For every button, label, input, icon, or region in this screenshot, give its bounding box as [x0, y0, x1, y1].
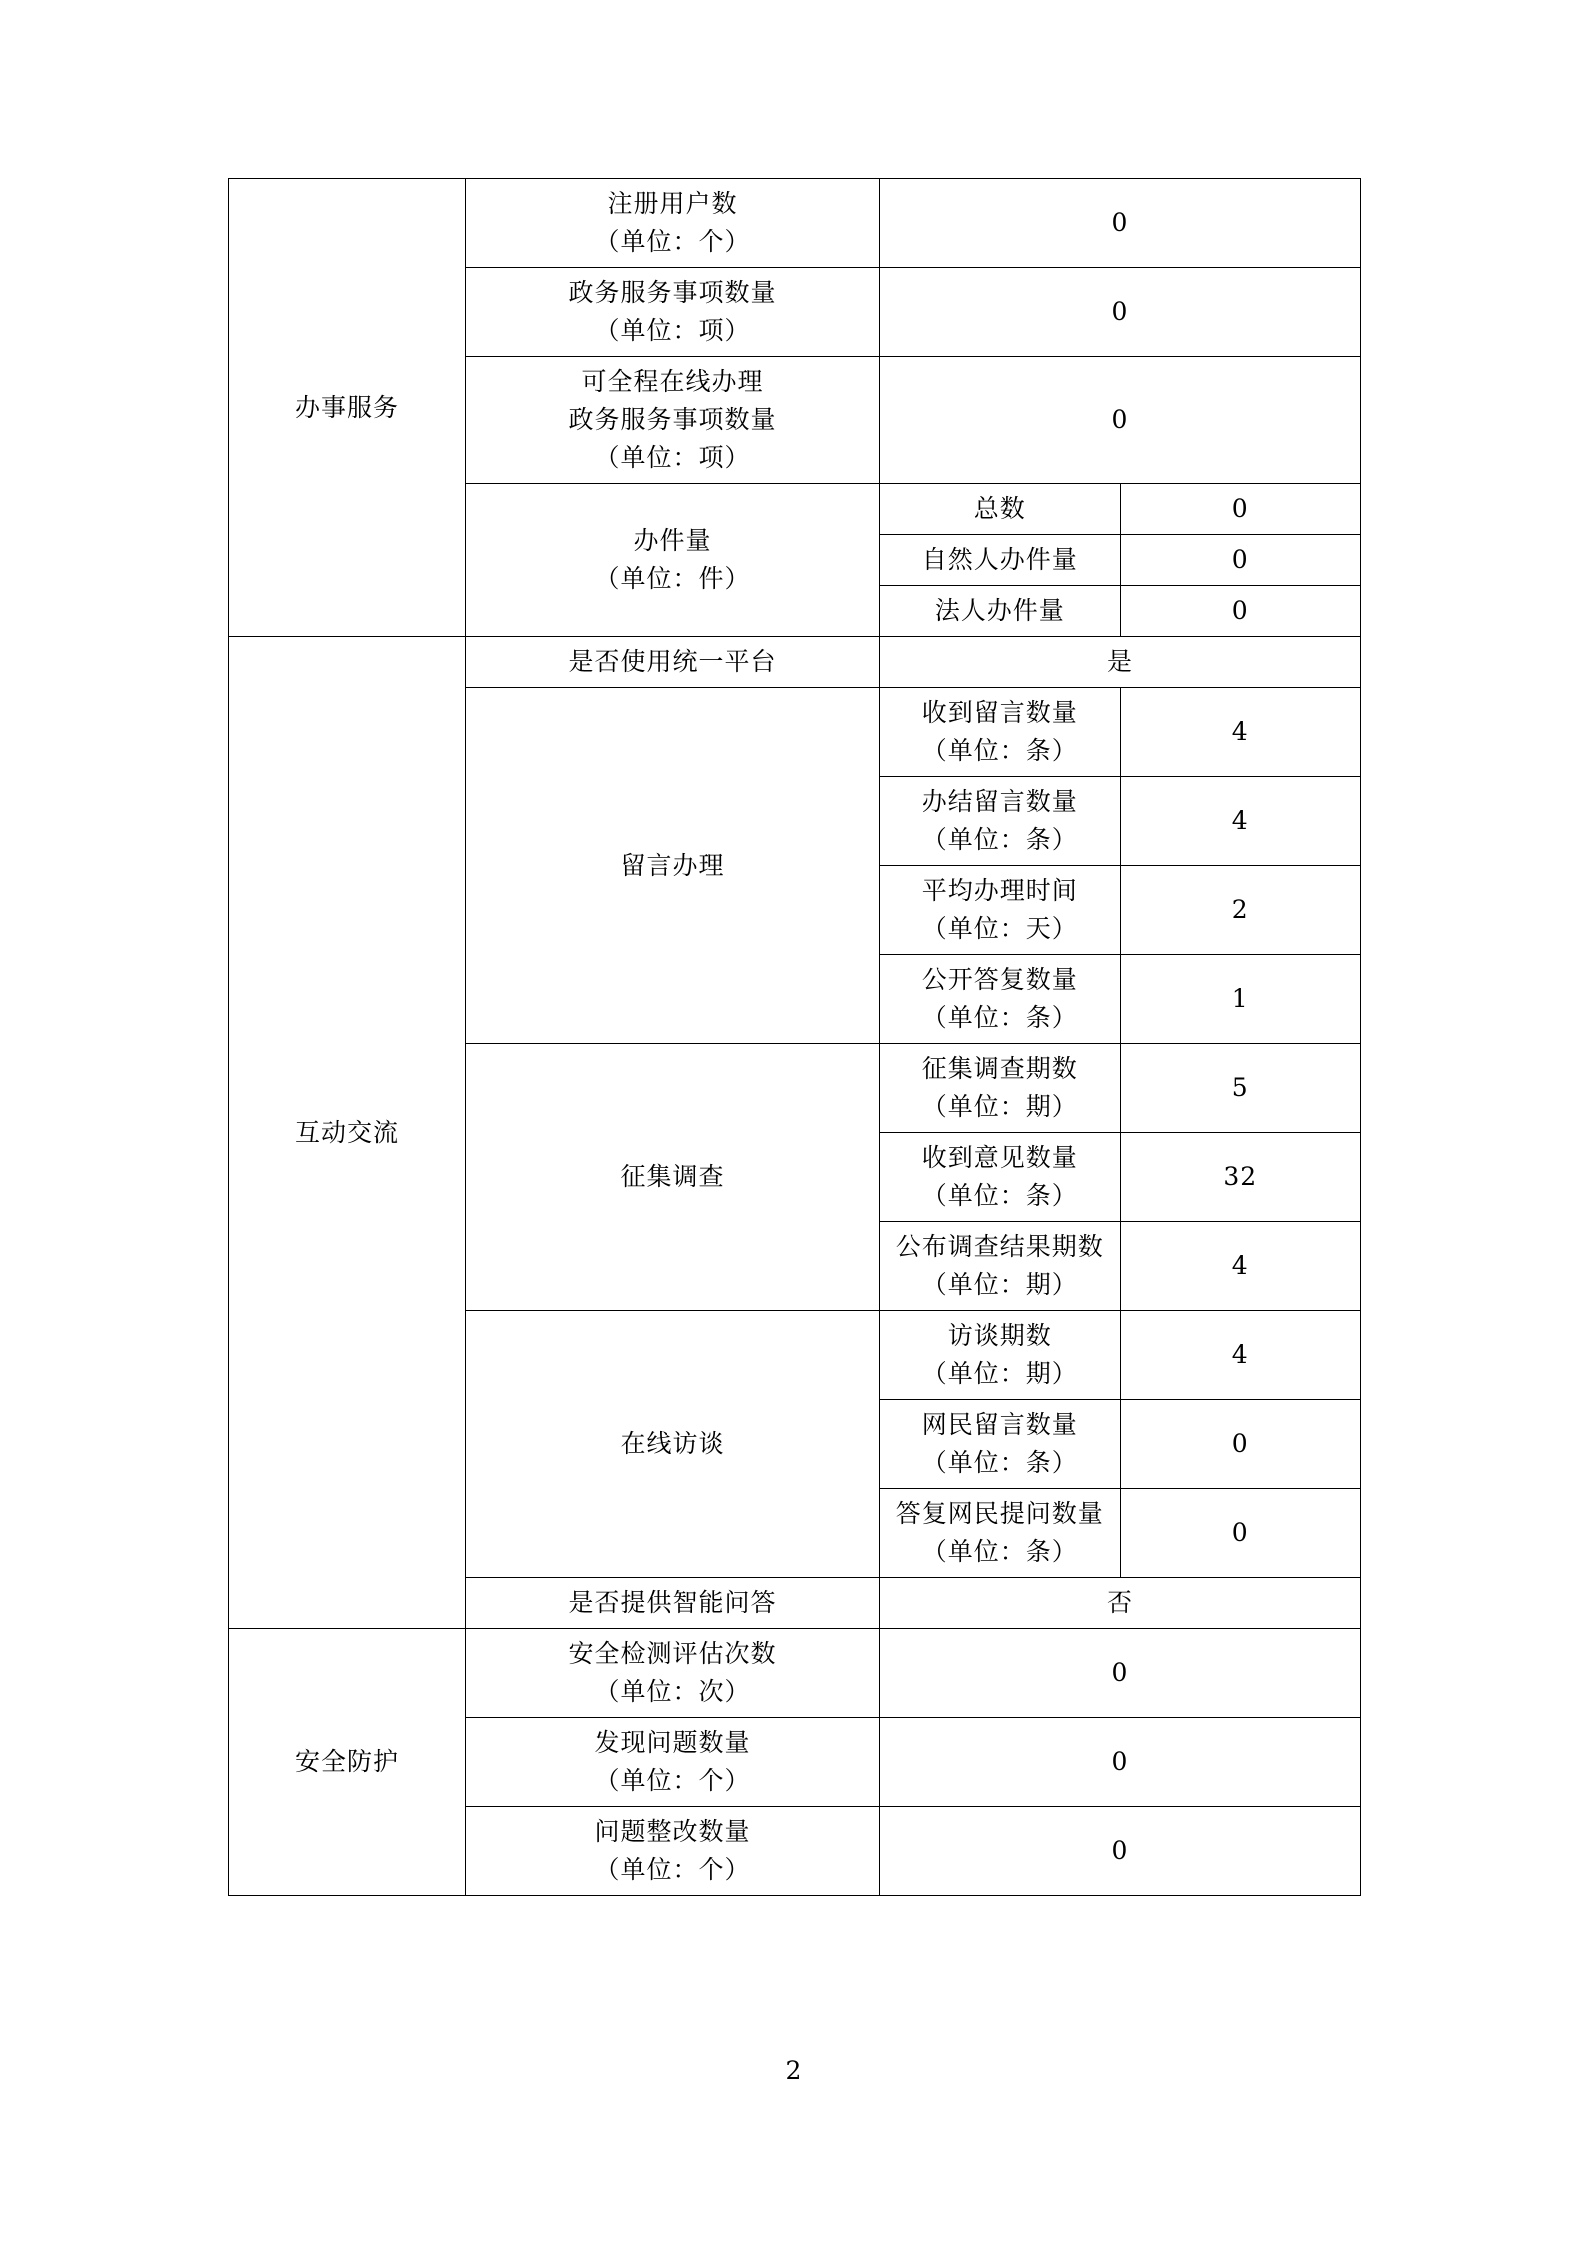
sub-line: 收到留言数量 — [921, 698, 1078, 727]
item-line: 安全检测评估次数 — [568, 1639, 777, 1668]
sub-line: 访谈期数 — [947, 1321, 1052, 1350]
sub-unit-line: （单位：天） — [921, 914, 1078, 943]
item-line: 发现问题数量 — [594, 1728, 751, 1757]
item-line: 可全程在线办理 — [581, 367, 764, 396]
sub-unit-line: （单位：条） — [921, 825, 1078, 854]
sub-label-messages-received — [880, 688, 1121, 777]
page-number: 2 — [785, 2056, 802, 2085]
value-cell-netizen-messages: 0 — [1120, 1400, 1361, 1489]
item-unit-line: （单位：项） — [594, 316, 751, 345]
table-row — [229, 179, 1361, 268]
value-cell-opinions-received: 32 — [1120, 1133, 1361, 1222]
value-cell-issues-found: 0 — [880, 1718, 1361, 1807]
item-cell-issues-rectified — [466, 1807, 880, 1896]
value-cell-registered-users: 0 — [880, 179, 1361, 268]
value-cell-security-assessments: 0 — [880, 1629, 1361, 1718]
sub-line: 答复网民提问数量 — [895, 1499, 1104, 1528]
value-cell-natural-person-cases: 0 — [1120, 535, 1361, 586]
value-cell-smart-qa: 否 — [880, 1578, 1361, 1629]
item-unit-line: （单位：次） — [594, 1677, 751, 1706]
sub-label-opinions-received — [880, 1133, 1121, 1222]
sub-label-legal-person-cases: 法人办件量 — [880, 586, 1121, 637]
category-cell-banshi-fuwu: 办事服务 — [229, 179, 466, 637]
item-line: 办件量 — [633, 526, 712, 555]
sub-line: 公布调查结果期数 — [895, 1232, 1104, 1261]
value-cell-messages-completed: 4 — [1120, 777, 1361, 866]
report-table-container — [228, 178, 1361, 1896]
item-cell-survey-collection — [466, 1044, 880, 1311]
value-cell-total-cases: 0 — [1120, 484, 1361, 535]
category-cell-hudong-jiaoliu: 互动交流 — [229, 637, 466, 1629]
government-website-report-table — [228, 178, 1361, 1896]
sub-label-natural-person-cases: 自然人办件量 — [880, 535, 1121, 586]
value-cell-service-items-count: 0 — [880, 268, 1361, 357]
sub-label-total-cases: 总数 — [880, 484, 1121, 535]
sub-unit-line: （单位：期） — [921, 1359, 1078, 1388]
value-cell-messages-received: 4 — [1120, 688, 1361, 777]
item-cell-smart-qa — [466, 1578, 880, 1629]
item-cell-online-interview — [466, 1311, 880, 1578]
item-cell-registered-users — [466, 179, 880, 268]
value-cell-public-replies: 1 — [1120, 955, 1361, 1044]
table-row — [229, 637, 1361, 688]
item-unit-line: （单位：个） — [594, 1766, 751, 1795]
item-unit-line: （单位：项） — [594, 443, 751, 472]
item-line: 留言办理 — [620, 850, 725, 880]
sub-line: 公开答复数量 — [921, 965, 1078, 994]
sub-unit-line: （单位：条） — [921, 1537, 1078, 1566]
sub-label-published-survey-results — [880, 1222, 1121, 1311]
sub-unit-line: （单位：条） — [921, 1181, 1078, 1210]
sub-unit-line: （单位：条） — [921, 736, 1078, 765]
item-cell-unified-platform — [466, 637, 880, 688]
item-line: 征集调查 — [620, 1162, 725, 1191]
item-cell-handled-cases — [466, 484, 880, 637]
item-line: 注册用户数 — [607, 189, 738, 218]
value-cell-legal-person-cases: 0 — [1120, 586, 1361, 637]
sub-line: 征集调查期数 — [921, 1054, 1078, 1083]
value-cell-fully-online-service-items: 0 — [880, 357, 1361, 484]
sub-line: 网民留言数量 — [921, 1410, 1078, 1439]
sub-unit-line: （单位：期） — [921, 1270, 1078, 1299]
category-cell-anquan-fanghu: 安全防护 — [229, 1629, 466, 1896]
value-cell-survey-periods: 5 — [1120, 1044, 1361, 1133]
sub-line: 平均办理时间 — [921, 876, 1078, 905]
item-cell-issues-found — [466, 1718, 880, 1807]
item-unit-line: （单位：个） — [594, 1855, 751, 1884]
sub-label-messages-completed — [880, 777, 1121, 866]
value-cell-average-handling-time: 2 — [1120, 866, 1361, 955]
value-cell-issues-rectified: 0 — [880, 1807, 1361, 1896]
sub-label-survey-periods — [880, 1044, 1121, 1133]
table-row — [229, 1629, 1361, 1718]
sub-unit-line: （单位：期） — [921, 1092, 1078, 1121]
sub-label-public-replies — [880, 955, 1121, 1044]
item-line: 政务服务事项数量 — [568, 278, 777, 307]
sub-label-average-handling-time — [880, 866, 1121, 955]
sub-line: 办结留言数量 — [921, 787, 1078, 816]
item-unit-line: （单位：件） — [594, 564, 751, 593]
item-line: 在线访谈 — [620, 1429, 725, 1458]
value-cell-answered-netizen-questions: 0 — [1120, 1489, 1361, 1578]
item-cell-fully-online-service-items — [466, 357, 880, 484]
item-line: 是否使用统一平台 — [568, 647, 777, 676]
sub-label-interview-periods — [880, 1311, 1121, 1400]
sub-label-answered-netizen-questions — [880, 1489, 1121, 1578]
item-unit-line: （单位：个） — [594, 227, 751, 256]
value-cell-published-survey-results: 4 — [1120, 1222, 1361, 1311]
value-cell-unified-platform: 是 — [880, 637, 1361, 688]
item-cell-message-handling — [466, 688, 880, 1044]
sub-unit-line: （单位：条） — [921, 1448, 1078, 1477]
sub-line: 收到意见数量 — [921, 1143, 1078, 1172]
item-cell-service-items-count — [466, 268, 880, 357]
sub-unit-line: （单位：条） — [921, 1003, 1078, 1032]
item-line: 政务服务事项数量 — [568, 405, 777, 434]
item-cell-security-assessments — [466, 1629, 880, 1718]
item-line: 是否提供智能问答 — [568, 1588, 777, 1617]
item-line: 问题整改数量 — [594, 1817, 751, 1846]
sub-label-netizen-messages — [880, 1400, 1121, 1489]
value-cell-interview-periods: 4 — [1120, 1311, 1361, 1400]
